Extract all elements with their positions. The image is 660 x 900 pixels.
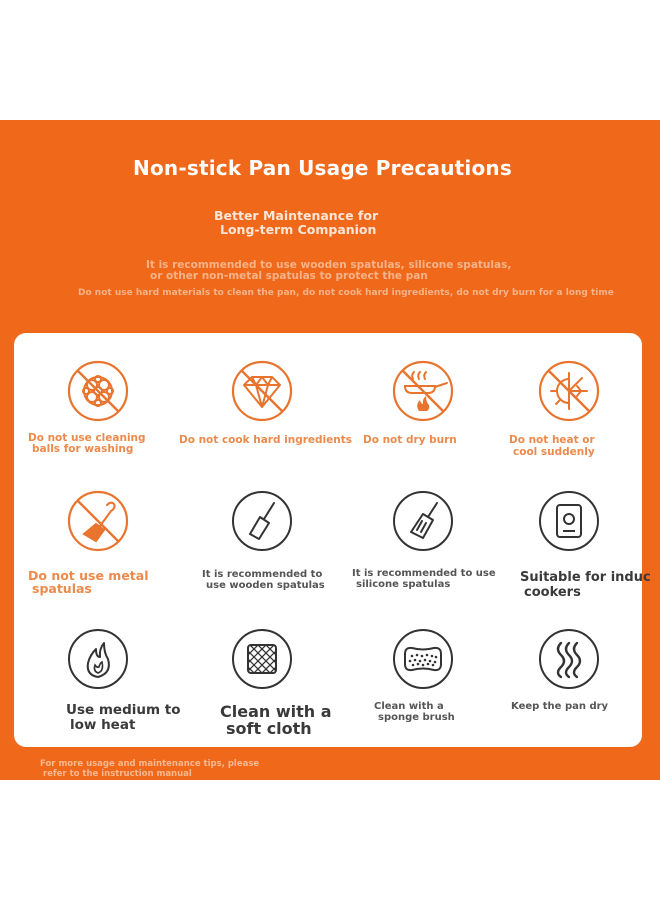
tip-label-dry-burn: Do not dry burn	[363, 434, 457, 446]
tip-label-soft-cloth: Clean with a soft cloth	[220, 702, 332, 738]
diamond-prohibited-icon	[230, 359, 294, 423]
orange-banner	[0, 120, 660, 780]
heat-cold-prohibited-icon	[537, 359, 601, 423]
subtitle	[214, 209, 378, 237]
wooden-spatula-icon	[230, 489, 294, 553]
dry-pan-icon	[537, 627, 601, 691]
tip-label-sponge-brush: Clean with a sponge brush	[374, 701, 455, 723]
sponge-brush-icon	[391, 627, 455, 691]
cleaning-ball-prohibited-icon	[66, 359, 130, 423]
tip-label-silicone-spatulas: It is recommended to use silicone spatulas	[352, 568, 496, 590]
recommendation-line-1: It is recommended to use wooden spatulas, silicone spatulas,	[146, 259, 512, 271]
induction-cooker-icon	[537, 489, 601, 553]
tip-label-wooden-spatulas: It is recommended to use wooden spatulas	[202, 569, 325, 591]
subtitle-line-1: Better Maintenance for	[214, 208, 379, 223]
silicone-spatula-icon	[391, 489, 455, 553]
dry-burn-prohibited-icon	[391, 359, 455, 423]
metal-spatula-prohibited-icon	[66, 489, 130, 553]
recommendation-line-2: or other non-metal spatulas to protect the pan	[150, 270, 428, 282]
subtitle-line-2: Long-term Companion	[220, 222, 377, 237]
tips-card	[14, 333, 651, 747]
soft-cloth-icon	[230, 627, 294, 691]
tip-label-keep-dry: Keep the pan dry	[511, 701, 609, 712]
tip-label-induction-cookers: Suitable for induc cookers	[520, 570, 651, 600]
tip-label-hard-ingredients: Do not cook hard ingredients	[179, 434, 353, 446]
footer-line-1: For more usage and maintenance tips, please	[40, 759, 260, 769]
tip-label-medium-heat: Use medium to low heat	[66, 702, 181, 733]
tip-label-cleaning-balls: Do not use cleaning balls for washing	[28, 432, 146, 455]
page-title: Non-stick Pan Usage Precautions	[133, 156, 512, 180]
footer-note	[40, 759, 259, 779]
recommendation-text	[146, 260, 511, 282]
flame-icon	[66, 627, 130, 691]
warning-text: Do not use hard materials to clean the pan, do not cook hard ingredients, do not dry burn for a long time	[78, 288, 614, 298]
tip-label-metal-spatulas: Do not use metal spatulas	[28, 568, 149, 596]
footer-line-2: refer to the instruction manual	[43, 769, 192, 779]
tip-label-sudden-temperature: Do not heat or cool suddenly	[509, 434, 595, 458]
